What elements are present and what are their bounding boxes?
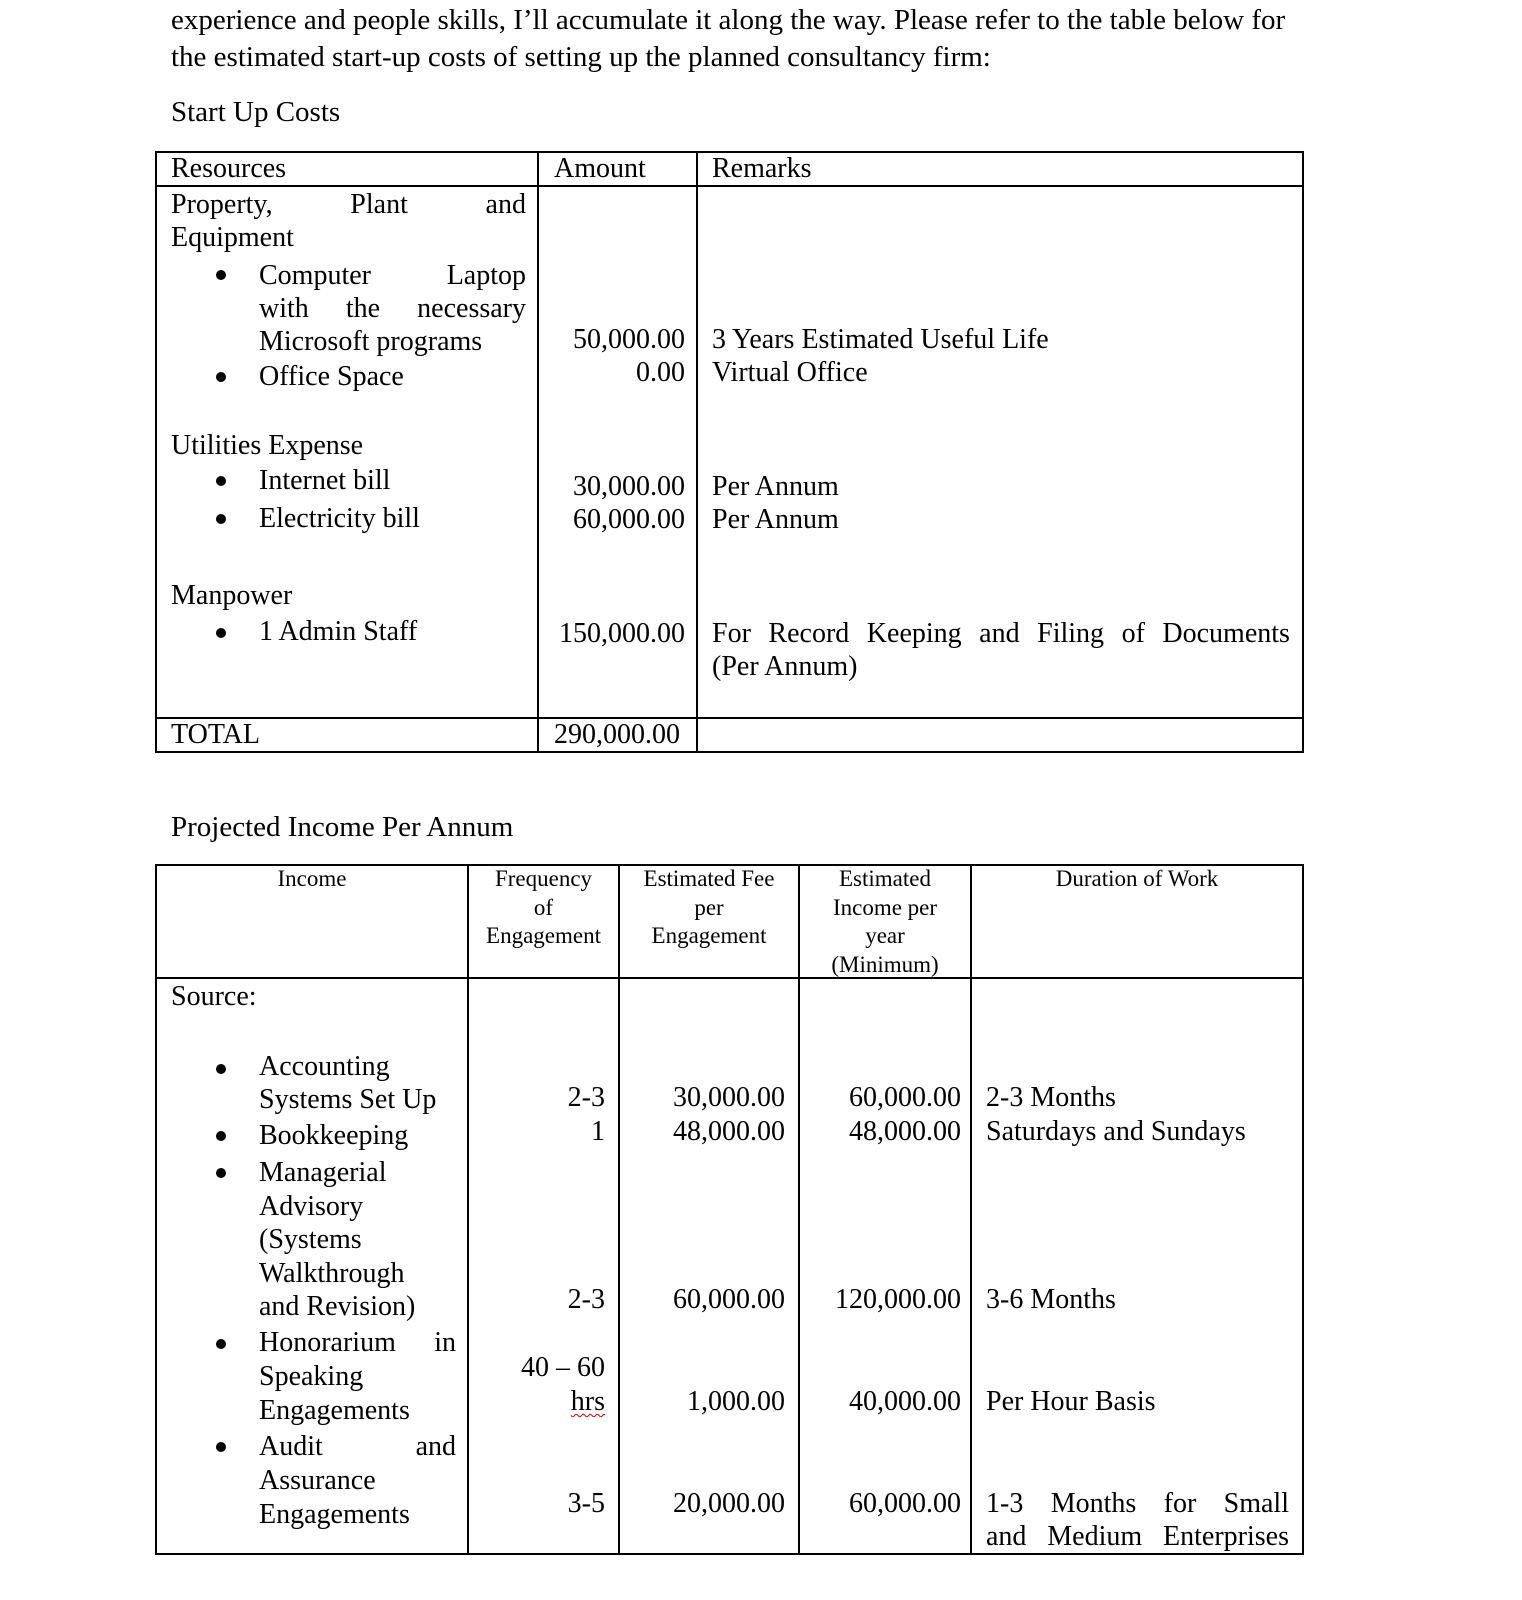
bullet-icon bbox=[216, 1339, 226, 1349]
audit-frequency: 3-5 bbox=[567, 1488, 605, 1519]
header-amount: Amount bbox=[554, 153, 646, 184]
header-remarks: Remarks bbox=[712, 153, 812, 184]
bookkeeping-yearly: 48,000.00 bbox=[849, 1116, 961, 1147]
internet-amount: 30,000.00 bbox=[573, 471, 685, 502]
accounting-fee: 30,000.00 bbox=[673, 1082, 785, 1113]
startup-costs-title: Start Up Costs bbox=[171, 96, 341, 128]
bullet-icon bbox=[216, 1131, 226, 1141]
intro-line-1: experience and people skills, I’ll accumulate it along the way. Please refer to the table below for bbox=[171, 4, 1286, 36]
bullet-icon bbox=[216, 1168, 226, 1178]
utilities-heading: Utilities Expense bbox=[171, 430, 364, 461]
ppe-laptop-amount: 50,000.00 bbox=[573, 324, 685, 355]
manpower-heading: Manpower bbox=[171, 580, 293, 611]
honorarium-frequency: 40 – 60 bbox=[521, 1352, 605, 1383]
ppe-heading-line2: Equipment bbox=[171, 222, 294, 253]
header-resources: Resources bbox=[171, 153, 287, 184]
electricity-remark: Per Annum bbox=[712, 504, 839, 535]
income-item-accounting: Accounting Systems Set Up bbox=[259, 1051, 437, 1115]
income-item-audit-rest: Assurance Engagements bbox=[259, 1465, 410, 1530]
managerial-yearly: 120,000.00 bbox=[835, 1284, 961, 1315]
bookkeeping-frequency: 1 bbox=[591, 1116, 605, 1147]
ppe-office-amount: 0.00 bbox=[636, 357, 685, 388]
bullet-icon bbox=[216, 270, 226, 280]
ppe-laptop-remark: 3 Years Estimated Useful Life bbox=[712, 324, 1049, 355]
income-item-honorarium-rest: Speaking Engagements bbox=[259, 1361, 410, 1426]
header-yearly: Estimated Income per year (Minimum) bbox=[831, 866, 939, 977]
ppe-item-laptop: Computer Laptop bbox=[259, 260, 526, 291]
income-item-honorarium: Honorarium in bbox=[259, 1327, 456, 1358]
header-fee: Estimated Fee per Engagement bbox=[643, 866, 775, 948]
managerial-duration: 3-6 Months bbox=[986, 1284, 1116, 1315]
audit-duration-line2: and Medium Enterprises bbox=[986, 1521, 1289, 1552]
audit-yearly: 60,000.00 bbox=[849, 1488, 961, 1519]
honorarium-frequency-unit: hrs bbox=[570, 1386, 605, 1417]
accounting-yearly: 60,000.00 bbox=[849, 1082, 961, 1113]
bullet-icon bbox=[216, 1064, 226, 1074]
header-duration: Duration of Work bbox=[1055, 866, 1219, 891]
source-label: Source: bbox=[171, 981, 257, 1012]
bullet-icon bbox=[216, 1442, 226, 1452]
internet-remark: Per Annum bbox=[712, 471, 839, 502]
bullet-icon bbox=[216, 628, 226, 638]
total-amount: 290,000.00 bbox=[554, 719, 680, 750]
header-income: Income bbox=[277, 866, 347, 891]
bullet-icon bbox=[216, 476, 226, 486]
managerial-fee: 60,000.00 bbox=[673, 1284, 785, 1315]
intro-line-2: the estimated start-up costs of setting up the planned consultancy firm: bbox=[171, 41, 991, 73]
honorarium-yearly: 40,000.00 bbox=[849, 1386, 961, 1417]
accounting-duration: 2-3 Months bbox=[986, 1082, 1116, 1113]
audit-duration: 1-3 Months for Small bbox=[986, 1488, 1289, 1519]
honorarium-fee: 1,000.00 bbox=[687, 1386, 785, 1417]
income-item-managerial: Managerial Advisory (Systems Walkthrough and Revision) bbox=[259, 1157, 416, 1322]
bookkeeping-fee: 48,000.00 bbox=[673, 1116, 785, 1147]
income-item-bookkeeping: Bookkeeping bbox=[259, 1120, 409, 1151]
admin-remark: For Record Keeping and Filing of Documents bbox=[712, 618, 1290, 649]
projected-income-title: Projected Income Per Annum bbox=[171, 811, 514, 843]
ppe-office-remark: Virtual Office bbox=[712, 357, 868, 388]
admin-amount: 150,000.00 bbox=[559, 618, 685, 649]
managerial-frequency: 2-3 bbox=[567, 1284, 605, 1315]
total-label: TOTAL bbox=[171, 719, 261, 750]
ppe-heading: Property, Plant and bbox=[171, 189, 526, 220]
utilities-internet: Internet bill bbox=[259, 465, 391, 496]
header-frequency: Frequency of Engagement bbox=[486, 866, 601, 948]
ppe-item-laptop-line2: with the necessary bbox=[259, 293, 526, 324]
ppe-item-office: Office Space bbox=[259, 361, 404, 392]
manpower-admin: 1 Admin Staff bbox=[259, 616, 418, 647]
audit-fee: 20,000.00 bbox=[673, 1488, 785, 1519]
electricity-amount: 60,000.00 bbox=[573, 504, 685, 535]
accounting-frequency: 2-3 bbox=[567, 1082, 605, 1113]
bullet-icon bbox=[216, 514, 226, 524]
admin-remark-line2: (Per Annum) bbox=[712, 651, 858, 682]
honorarium-duration: Per Hour Basis bbox=[986, 1386, 1156, 1417]
income-item-audit: Audit and bbox=[259, 1431, 456, 1462]
bullet-icon bbox=[216, 372, 226, 382]
ppe-item-laptop-line3: Microsoft programs bbox=[259, 326, 483, 357]
bookkeeping-duration: Saturdays and Sundays bbox=[986, 1116, 1246, 1147]
utilities-electricity: Electricity bill bbox=[259, 503, 420, 534]
